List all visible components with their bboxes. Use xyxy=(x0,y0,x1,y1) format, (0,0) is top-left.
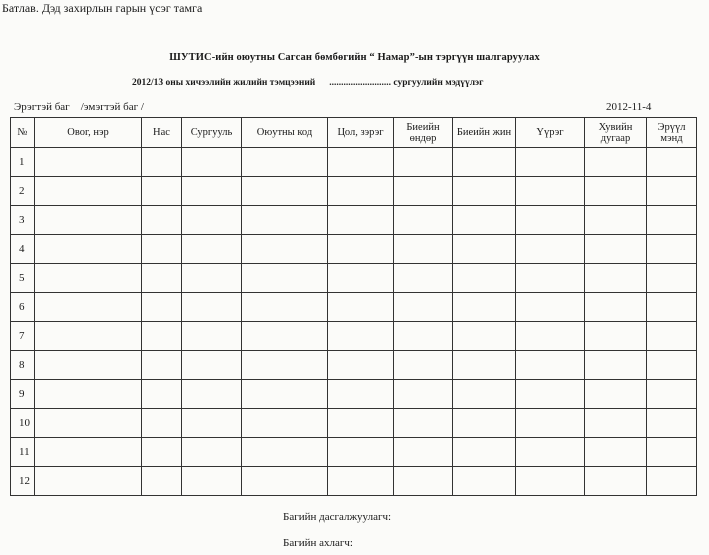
row-number: 12 xyxy=(11,467,35,496)
blank-cell[interactable] xyxy=(142,467,182,496)
blank-cell[interactable] xyxy=(394,438,453,467)
table-row xyxy=(11,351,697,380)
blank-cell[interactable] xyxy=(516,264,585,293)
row-number: 1 xyxy=(11,148,35,177)
blank-cell[interactable] xyxy=(142,438,182,467)
blank-cell[interactable] xyxy=(182,351,242,380)
table-row xyxy=(11,322,697,351)
blank-cell[interactable] xyxy=(516,409,585,438)
col-header-jersey-number: Хувийн дугаар xyxy=(585,118,647,148)
blank-cell[interactable] xyxy=(585,235,647,264)
blank-cell[interactable] xyxy=(35,293,142,322)
row-number: 2 xyxy=(11,177,35,206)
blank-cell[interactable] xyxy=(453,235,516,264)
blank-cell[interactable] xyxy=(647,438,697,467)
blank-cell[interactable] xyxy=(328,322,394,351)
document-subtitle xyxy=(132,78,483,88)
blank-cell[interactable] xyxy=(647,293,697,322)
blank-cell[interactable] xyxy=(242,177,328,206)
blank-cell[interactable] xyxy=(585,293,647,322)
blank-cell[interactable] xyxy=(394,467,453,496)
blank-cell[interactable] xyxy=(328,409,394,438)
table-header-row xyxy=(11,118,697,148)
blank-cell[interactable] xyxy=(516,351,585,380)
blank-cell[interactable] xyxy=(142,351,182,380)
blank-cell[interactable] xyxy=(328,206,394,235)
document-date: 2012-11-4 xyxy=(606,101,652,113)
blank-cell[interactable] xyxy=(35,264,142,293)
blank-cell[interactable] xyxy=(142,409,182,438)
blank-cell[interactable] xyxy=(516,322,585,351)
row-number: 11 xyxy=(11,438,35,467)
table-row xyxy=(11,235,697,264)
blank-cell[interactable] xyxy=(394,177,453,206)
blank-cell[interactable] xyxy=(516,467,585,496)
row-number: 7 xyxy=(11,322,35,351)
blank-cell[interactable] xyxy=(585,467,647,496)
blank-cell[interactable] xyxy=(142,206,182,235)
approval-line: Батлав. Дэд захирлын гарын үсэг тамга xyxy=(2,1,203,15)
document-title: ШУТИС-ийн оюутны Сагсан бөмбөгийн “ Намар”-ын тэргүүн шалгаруулах xyxy=(169,52,540,63)
blank-cell[interactable] xyxy=(453,148,516,177)
blank-cell[interactable] xyxy=(242,438,328,467)
blank-cell[interactable] xyxy=(453,380,516,409)
registration-table xyxy=(10,117,697,496)
col-header-school: Сургууль xyxy=(182,118,242,148)
blank-cell[interactable] xyxy=(35,322,142,351)
table-row xyxy=(11,148,697,177)
blank-cell[interactable] xyxy=(394,351,453,380)
blank-cell[interactable] xyxy=(585,177,647,206)
blank-cell[interactable] xyxy=(647,322,697,351)
blank-cell[interactable] xyxy=(182,206,242,235)
blank-cell[interactable] xyxy=(647,351,697,380)
blank-cell[interactable] xyxy=(394,206,453,235)
blank-cell[interactable] xyxy=(328,293,394,322)
col-header-student-code: Оюутны код xyxy=(242,118,328,148)
blank-cell[interactable] xyxy=(142,293,182,322)
table-row xyxy=(11,438,697,467)
blank-cell[interactable] xyxy=(182,322,242,351)
subtitle-school-blank: .......................... xyxy=(329,78,392,88)
blank-cell[interactable] xyxy=(394,409,453,438)
blank-cell[interactable] xyxy=(142,264,182,293)
blank-cell[interactable] xyxy=(585,351,647,380)
blank-cell[interactable] xyxy=(35,409,142,438)
blank-cell[interactable] xyxy=(35,380,142,409)
subtitle-declaration-text: сургуулийн мэдүүлэг xyxy=(393,78,484,88)
table-row xyxy=(11,177,697,206)
blank-cell[interactable] xyxy=(242,467,328,496)
blank-cell[interactable] xyxy=(35,177,142,206)
row-number: 10 xyxy=(11,409,35,438)
table-row xyxy=(11,264,697,293)
blank-cell[interactable] xyxy=(328,351,394,380)
blank-cell[interactable] xyxy=(453,177,516,206)
blank-cell[interactable] xyxy=(328,148,394,177)
blank-cell[interactable] xyxy=(647,467,697,496)
blank-cell[interactable] xyxy=(328,380,394,409)
table-row xyxy=(11,409,697,438)
blank-cell[interactable] xyxy=(453,322,516,351)
blank-cell[interactable] xyxy=(142,148,182,177)
table-row xyxy=(11,206,697,235)
leader-signature-label: Багийн ахлагч: xyxy=(283,537,353,549)
table-row xyxy=(11,380,697,409)
blank-cell[interactable] xyxy=(182,409,242,438)
blank-cell[interactable] xyxy=(585,206,647,235)
row-number: 5 xyxy=(11,264,35,293)
blank-cell[interactable] xyxy=(394,322,453,351)
blank-cell[interactable] xyxy=(585,409,647,438)
blank-cell[interactable] xyxy=(242,235,328,264)
blank-cell[interactable] xyxy=(242,351,328,380)
blank-cell[interactable] xyxy=(453,351,516,380)
blank-cell[interactable] xyxy=(453,438,516,467)
blank-cell[interactable] xyxy=(328,177,394,206)
blank-cell[interactable] xyxy=(35,438,142,467)
blank-cell[interactable] xyxy=(647,206,697,235)
blank-cell[interactable] xyxy=(182,264,242,293)
blank-cell[interactable] xyxy=(647,264,697,293)
blank-cell[interactable] xyxy=(242,264,328,293)
table-body xyxy=(11,148,697,496)
blank-cell[interactable] xyxy=(328,467,394,496)
col-header-rank: Цол, зэрэг xyxy=(328,118,394,148)
blank-cell[interactable] xyxy=(647,177,697,206)
blank-cell[interactable] xyxy=(182,235,242,264)
blank-cell[interactable] xyxy=(142,235,182,264)
blank-cell[interactable] xyxy=(453,409,516,438)
blank-cell[interactable] xyxy=(516,380,585,409)
blank-cell[interactable] xyxy=(35,235,142,264)
coach-signature-label: Багийн дасгалжуулагч: xyxy=(283,511,392,523)
blank-cell[interactable] xyxy=(453,206,516,235)
col-header-role: Үүрэг xyxy=(516,118,585,148)
blank-cell[interactable] xyxy=(182,293,242,322)
blank-cell[interactable] xyxy=(453,264,516,293)
blank-cell[interactable] xyxy=(35,206,142,235)
row-number: 6 xyxy=(11,293,35,322)
blank-cell[interactable] xyxy=(394,148,453,177)
blank-cell[interactable] xyxy=(647,380,697,409)
blank-cell[interactable] xyxy=(516,235,585,264)
blank-cell[interactable] xyxy=(585,380,647,409)
blank-cell[interactable] xyxy=(394,293,453,322)
team-gender-label: Эрэгтэй баг /эмэгтэй баг / xyxy=(14,101,144,113)
blank-cell[interactable] xyxy=(242,322,328,351)
col-header-number: № xyxy=(11,118,35,148)
blank-cell[interactable] xyxy=(585,148,647,177)
col-header-name: Овог, нэр xyxy=(35,118,142,148)
col-header-weight: Биеийн жин xyxy=(453,118,516,148)
blank-cell[interactable] xyxy=(453,467,516,496)
blank-cell[interactable] xyxy=(585,264,647,293)
blank-cell[interactable] xyxy=(394,235,453,264)
blank-cell[interactable] xyxy=(394,264,453,293)
blank-cell[interactable] xyxy=(585,322,647,351)
blank-cell[interactable] xyxy=(242,293,328,322)
blank-cell[interactable] xyxy=(142,322,182,351)
subtitle-year-text: 2012/13 оны хичээлийн жилийн тэмцээний xyxy=(132,78,316,88)
blank-cell[interactable] xyxy=(328,438,394,467)
blank-cell[interactable] xyxy=(394,380,453,409)
blank-cell[interactable] xyxy=(35,351,142,380)
blank-cell[interactable] xyxy=(242,380,328,409)
blank-cell[interactable] xyxy=(328,264,394,293)
col-header-health: Эрүүл мэнд xyxy=(647,118,697,148)
blank-cell[interactable] xyxy=(585,438,647,467)
table-row xyxy=(11,467,697,496)
blank-cell[interactable] xyxy=(182,148,242,177)
col-header-age: Нас xyxy=(142,118,182,148)
table-row xyxy=(11,293,697,322)
row-number: 3 xyxy=(11,206,35,235)
blank-cell[interactable] xyxy=(516,177,585,206)
blank-cell[interactable] xyxy=(647,235,697,264)
blank-cell[interactable] xyxy=(516,293,585,322)
blank-cell[interactable] xyxy=(242,206,328,235)
blank-cell[interactable] xyxy=(142,177,182,206)
blank-cell[interactable] xyxy=(35,467,142,496)
blank-cell[interactable] xyxy=(453,293,516,322)
blank-cell[interactable] xyxy=(516,148,585,177)
row-number: 9 xyxy=(11,380,35,409)
blank-cell[interactable] xyxy=(242,148,328,177)
blank-cell[interactable] xyxy=(182,467,242,496)
blank-cell[interactable] xyxy=(242,409,328,438)
blank-cell[interactable] xyxy=(516,438,585,467)
row-number: 8 xyxy=(11,351,35,380)
blank-cell[interactable] xyxy=(142,380,182,409)
blank-cell[interactable] xyxy=(182,438,242,467)
row-number: 4 xyxy=(11,235,35,264)
blank-cell[interactable] xyxy=(647,409,697,438)
col-header-height: Биеийн өндөр xyxy=(394,118,453,148)
blank-cell[interactable] xyxy=(182,177,242,206)
blank-cell[interactable] xyxy=(35,148,142,177)
blank-cell[interactable] xyxy=(182,380,242,409)
blank-cell[interactable] xyxy=(516,206,585,235)
blank-cell[interactable] xyxy=(647,148,697,177)
blank-cell[interactable] xyxy=(328,235,394,264)
